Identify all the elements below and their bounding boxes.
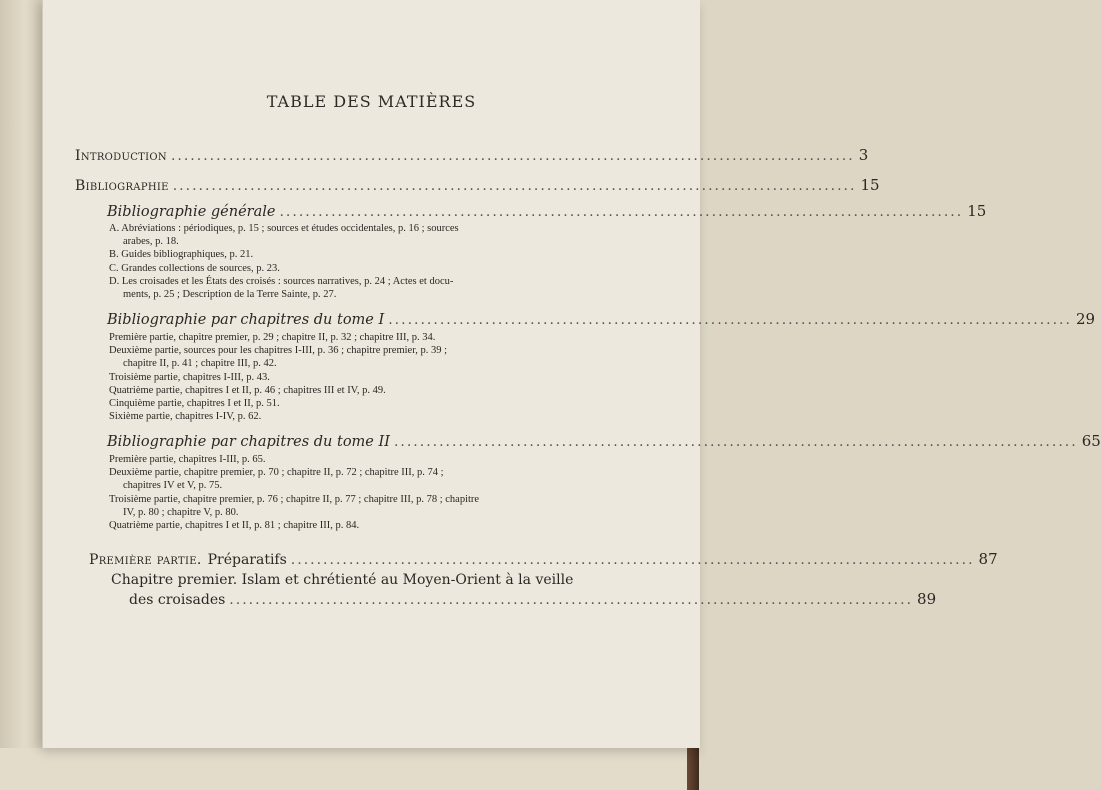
toc-entry-premiere-partie[interactable] [89,550,998,568]
detail-line: Sixième partie, chapitres I-IV, p. 62. [109,411,262,423]
detail-line: Cinquième partie, chapitres I et II, p. 51. [109,398,280,410]
entry-label: Préparatifs [207,552,287,568]
entry-label: Bibliographie générale [107,204,276,220]
toc-entry-chapitre-premier[interactable] [129,590,937,608]
toc-entry-bib-tome-1[interactable] [107,310,1096,328]
page-title: TABLE DES MATIÈRES [266,92,477,111]
entry-label: Bibliographie par chapitres du tome II [107,434,390,450]
dot-leader: .......................................................................................................... [388,312,1072,328]
entry-label: des croisades [129,592,226,608]
toc-entry-bibliographie[interactable] [75,176,880,194]
page-number: 87 [978,550,998,568]
page-number: 29 [1075,310,1096,328]
detail-line: IV, p. 80 ; chapitre V, p. 80. [123,506,239,518]
detail-line: arabes, p. 18. [123,236,179,248]
chapitre-premier-title-line1[interactable]: Chapitre premier. Islam et chrétienté au Moyen-Orient à la veille [111,572,574,588]
detail-line: ments, p. 25 ; Description de la Terre Sainte, p. 27. [123,289,337,301]
detail-line: Deuxième partie, sources pour les chapitres I-III, p. 36 ; chapitre premier, p. 39 ; [109,345,448,357]
dot-leader: .......................................................................................................... [279,204,964,220]
dot-leader: .......................................................................................................... [172,178,857,194]
detail-line: D. Les croisades et les États des croisés : sources narratives, p. 24 ; Actes et docu- [109,275,454,287]
detail-line: Première partie, chapitres I-III, p. 65. [109,454,266,465]
bib-tome-1-details [109,331,447,423]
detail-line: Deuxième partie, chapitre premier, p. 70 ; chapitre II, p. 72 ; chapitre III, p. 74 ; [109,467,444,479]
detail-line: B. Guides bibliographiques, p. 21. [109,249,254,261]
page-number: 15 [967,202,987,220]
entry-label: Bibliographie [75,178,169,194]
detail-line: A. Abréviations : périodiques, p. 15 ; sources et études occidentales, p. 16 ; sources [109,223,459,234]
detail-line: Quatrième partie, chapitres I et II, p. 46 ; chapitres III et IV, p. 49. [109,384,386,396]
page-number: 15 [860,176,880,194]
detail-line: chapitres IV et V, p. 75. [123,480,223,492]
entry-label: Introduction [75,148,167,164]
toc-entry-bib-tome-2[interactable] [107,432,1101,450]
dot-leader: .......................................................................................................... [290,552,975,568]
bib-generale-details [109,222,459,301]
book-spine [0,0,44,760]
dot-leader: .......................................................................................................... [393,434,1078,450]
detail-line: Première partie, chapitre premier, p. 29 ; chapitre II, p. 32 ; chapitre III, p. 34. [109,332,436,343]
toc-entry-introduction[interactable] [75,146,869,164]
detail-line: Troisième partie, chapitres I-III, p. 43. [109,371,270,383]
dot-leader: .......................................................................................................... [229,592,914,608]
entry-part-label: Première partie. [89,552,202,568]
entry-label: Bibliographie par chapitres du tome I [107,312,385,328]
page-number: 3 [858,146,869,164]
page-number: 65 [1081,432,1101,450]
bib-tome-2-details [109,453,479,532]
dot-leader: .......................................................................................................... [170,148,855,164]
toc-entry-bib-generale[interactable] [107,202,987,220]
book-page [42,0,1101,748]
page-number: 89 [917,590,937,608]
detail-line: Troisième partie, chapitre premier, p. 76 ; chapitre II, p. 77 ; chapitre III, p. 78 ; chapitre [109,493,480,505]
detail-line: C. Grandes collections de sources, p. 23. [109,262,280,274]
detail-line: chapitre II, p. 41 ; chapitre III, p. 42. [123,358,277,370]
detail-line: Quatrième partie, chapitres I et II, p. 81 ; chapitre III, p. 84. [109,520,360,532]
bottom-surface [0,748,699,790]
